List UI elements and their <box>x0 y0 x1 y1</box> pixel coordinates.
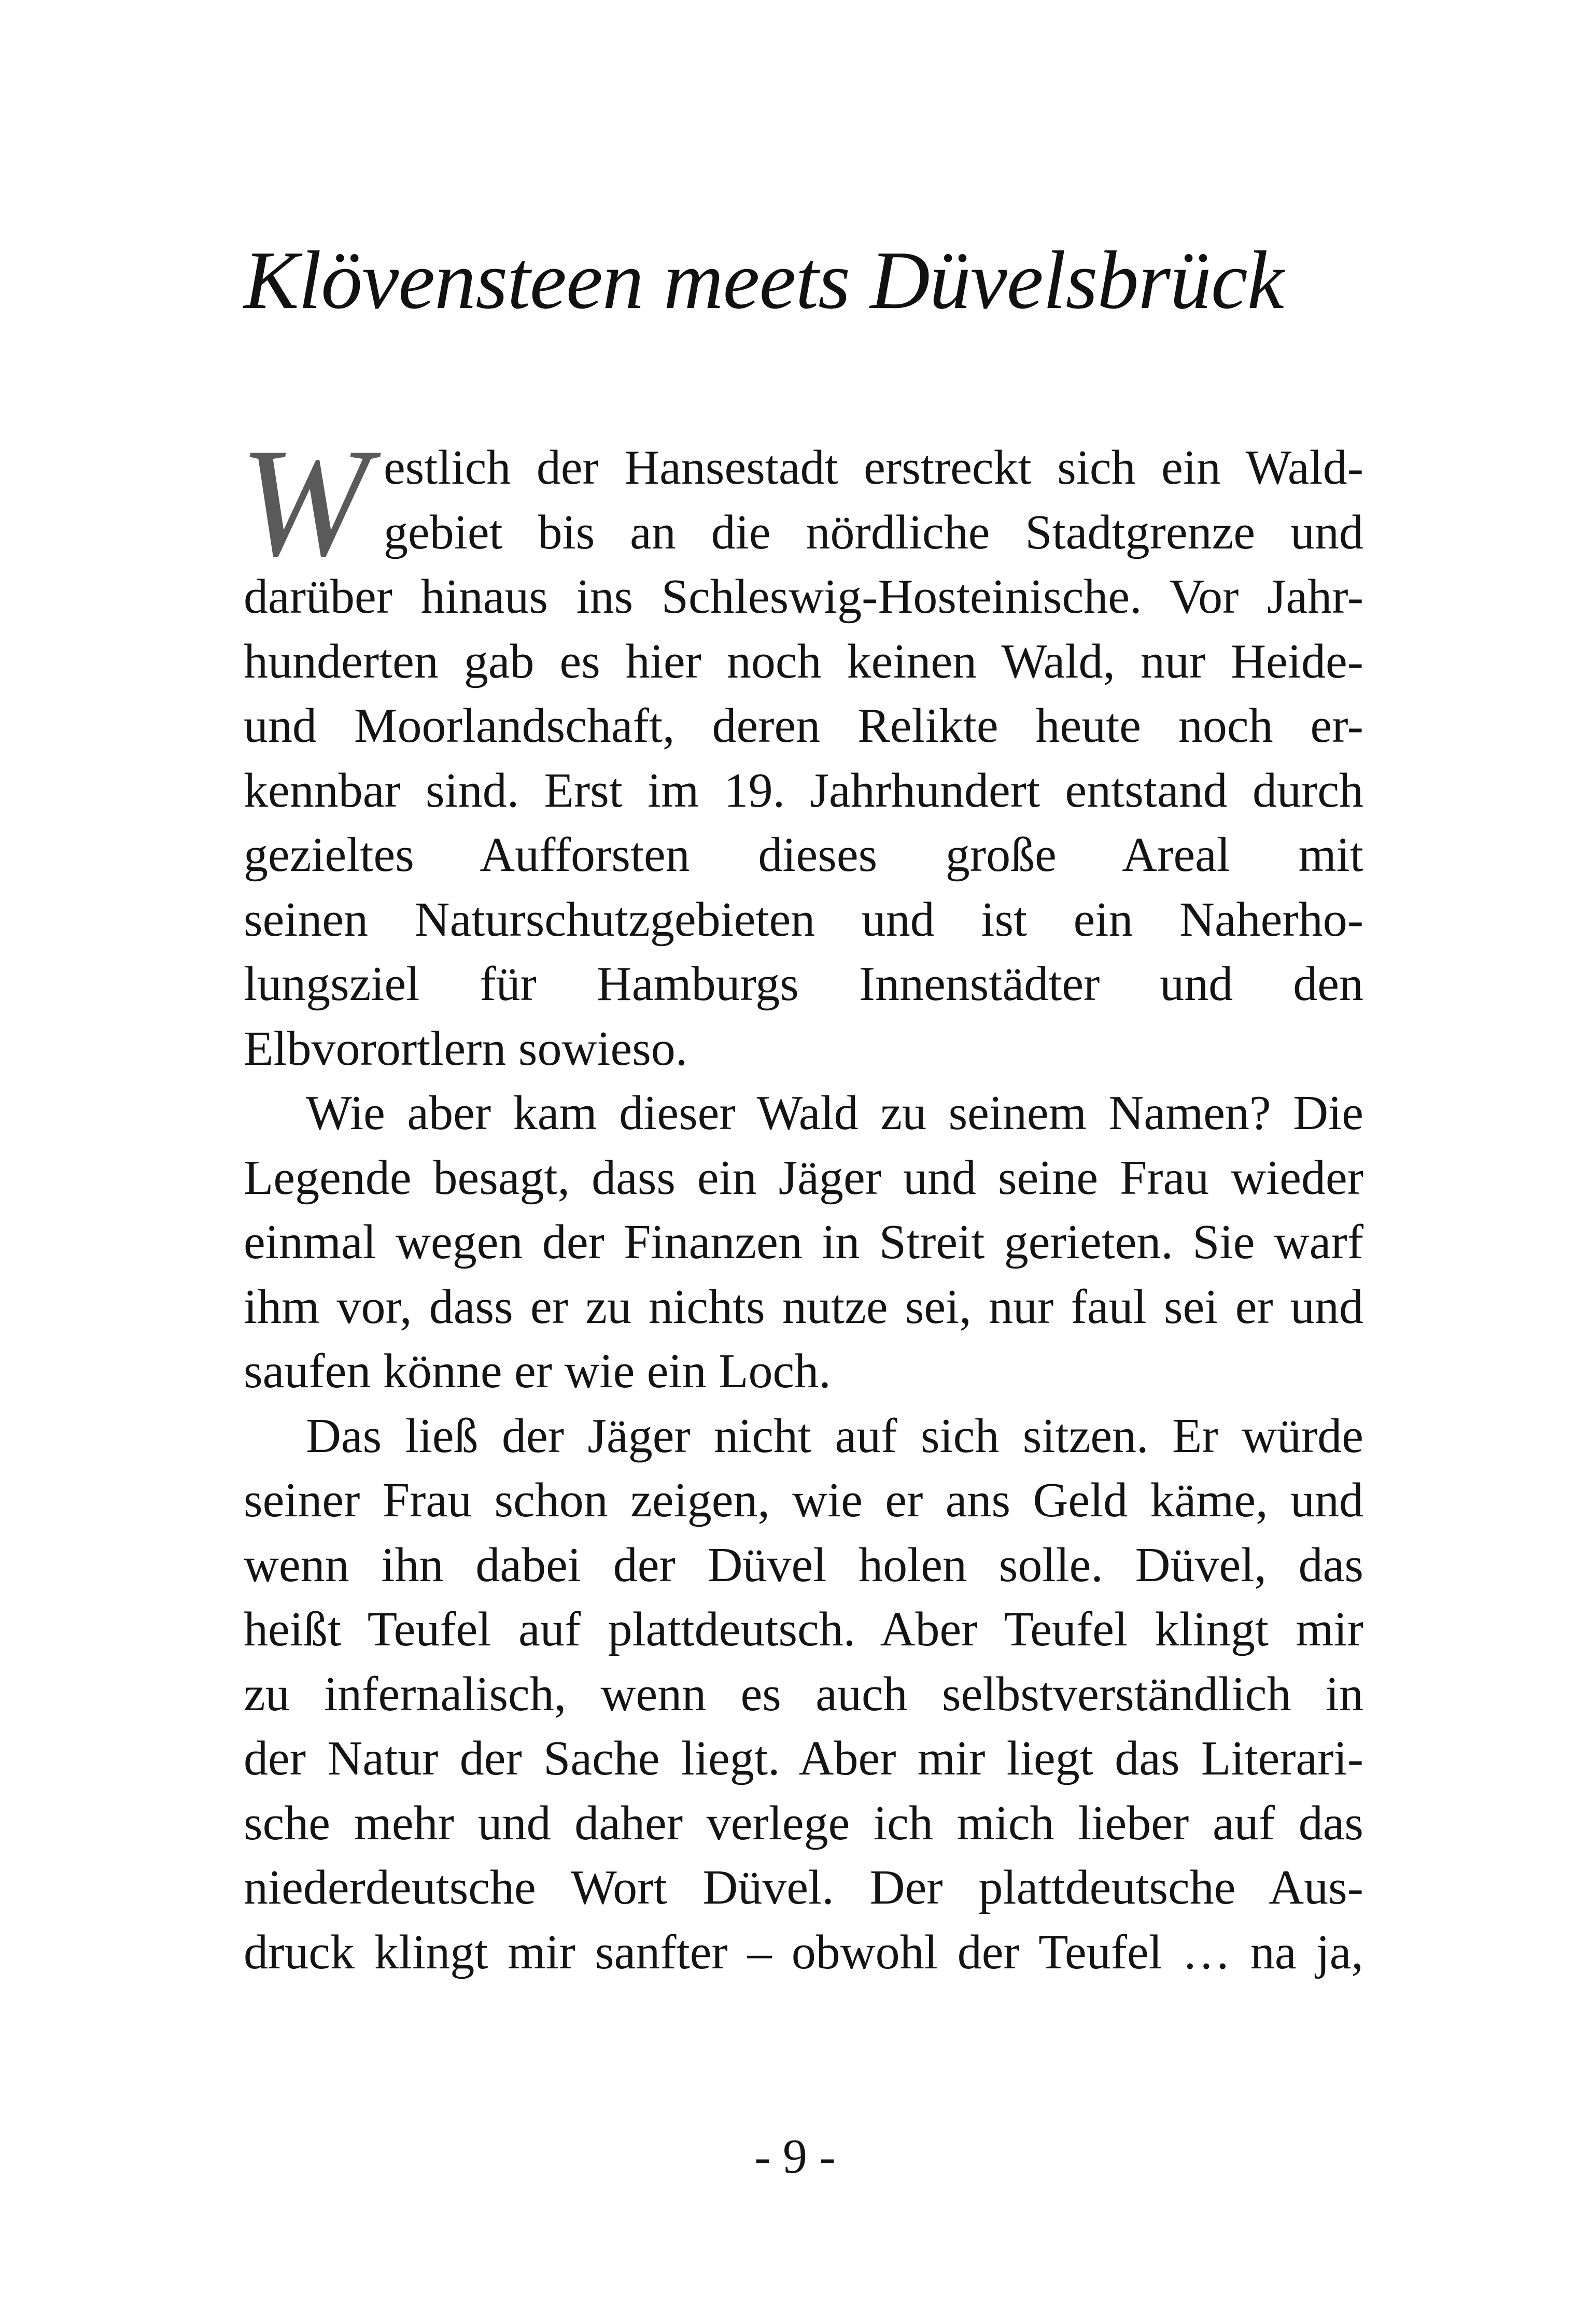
text-line: heißt Teufel auf plattdeutsch. Aber Teufel klingt mir <box>244 1602 1363 1656</box>
text-line: wenn ihn dabei der Düvel holen solle. Düvel, das <box>244 1538 1363 1592</box>
text-line: Das ließ der Jäger nicht auf sich sitzen. Er würde <box>306 1409 1363 1463</box>
text-line: kennbar sind. Erst im 19. Jahrhundert entstand durch <box>244 763 1363 818</box>
text-line: gebiet bis an die nördliche Stadtgrenze und <box>384 505 1363 559</box>
text-line: gezieltes Aufforsten dieses große Areal mit <box>244 828 1363 882</box>
text-line: einmal wegen der Finanzen in Streit gerieten. Sie warf <box>244 1215 1363 1269</box>
chapter-title: Klövensteen meets Düvelsbrück <box>244 234 1284 326</box>
text-line: darüber hinaus ins Schleswig-Hosteinische. Vor Jahr- <box>244 570 1363 624</box>
text-line: niederdeutsche Wort Düvel. Der plattdeutsche Aus- <box>244 1861 1363 1914</box>
text-line: saufen könne er wie ein Loch. <box>244 1344 831 1398</box>
page-number: - 9 - <box>754 2130 836 2184</box>
text-line: lungsziel für Hamburgs Innenstädter und den <box>244 957 1363 1011</box>
text-line: zu infernalisch, wenn es auch selbstverständlich in <box>244 1667 1363 1721</box>
text-line: sche mehr und daher verlege ich mich lieber auf das <box>244 1796 1363 1850</box>
text-line: hunderten gab es hier noch keinen Wald, nur Heide- <box>244 634 1363 688</box>
text-line: Elbvorortlern sowieso. <box>244 1021 688 1076</box>
text-line: und Moorlandschaft, deren Relikte heute noch er- <box>244 699 1363 753</box>
text-line: Wie aber kam dieser Wald zu seinem Namen? Die <box>306 1086 1363 1140</box>
paragraph-3 <box>244 1404 1363 1985</box>
body-text <box>240 416 1363 1984</box>
text-line: seinen Naturschutzgebieten und ist ein Naherho- <box>244 892 1363 947</box>
text-line: der Natur der Sache liegt. Aber mir liegt das Literari- <box>244 1731 1363 1785</box>
text-line: estlich der Hansestadt erstreckt sich ein Wald- <box>384 441 1363 495</box>
paragraph-2 <box>244 1081 1363 1404</box>
drop-cap: W <box>240 416 369 588</box>
paragraph-1 <box>244 435 1363 1081</box>
text-line: druck klingt mir sanfter – obwohl der Teufel … na ja, <box>244 1925 1363 1979</box>
text-line: Legende besagt, dass ein Jäger und seine Frau wieder <box>244 1150 1363 1205</box>
text-line: seiner Frau schon zeigen, wie er ans Geld käme, und <box>244 1473 1363 1527</box>
text-line: ihm vor, dass er zu nichts nutze sei, nur faul sei er und <box>244 1279 1363 1334</box>
